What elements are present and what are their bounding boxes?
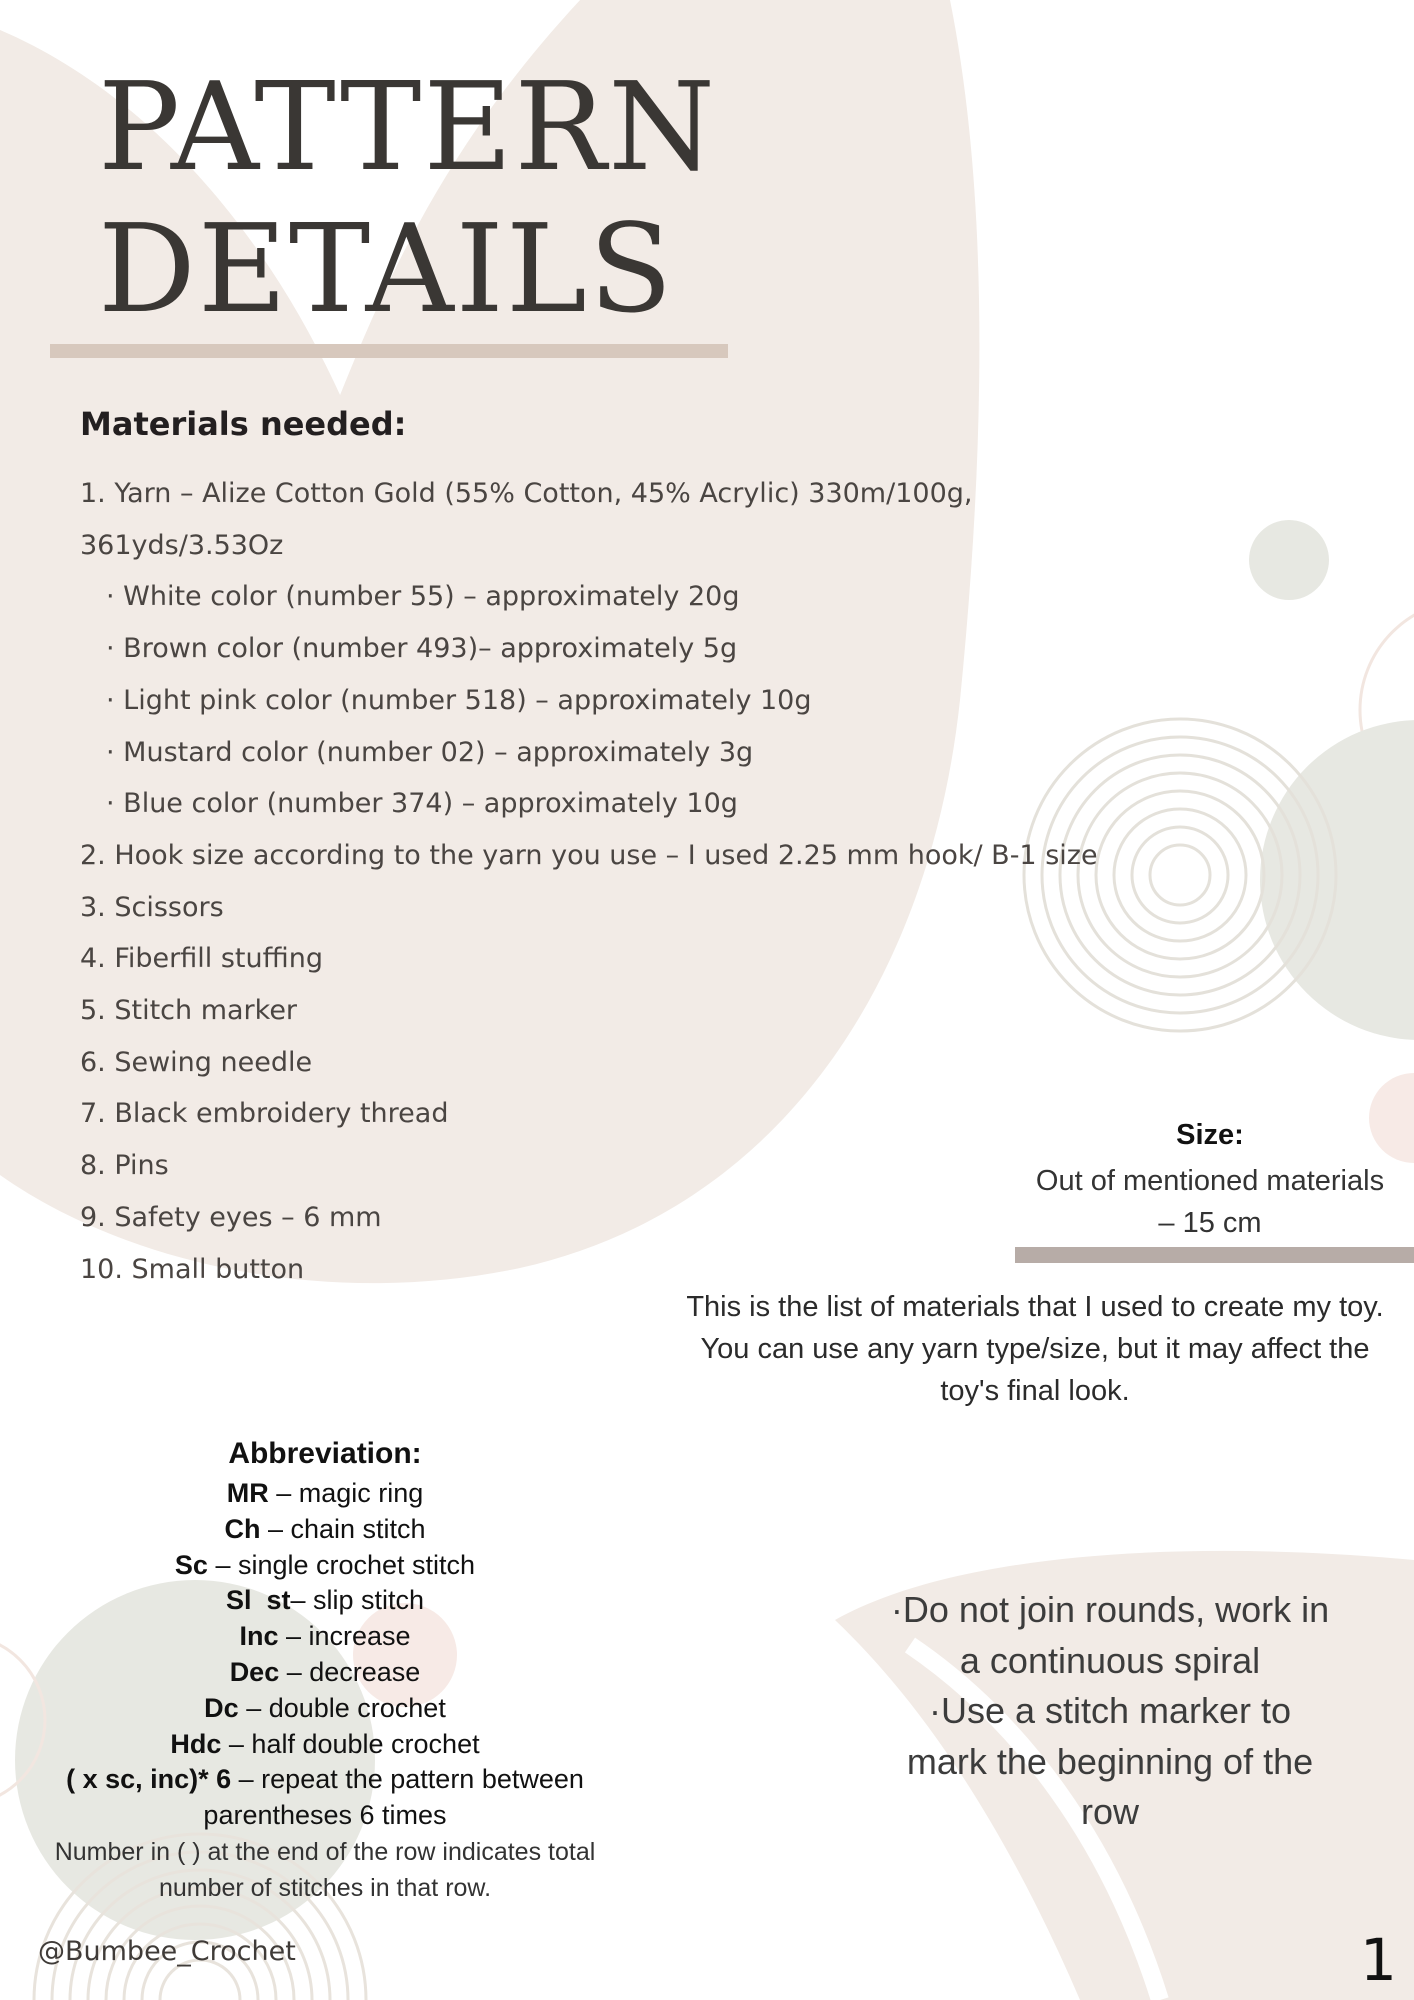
abbreviation-desc: – repeat the pattern between [231, 1764, 584, 1795]
abbreviation-term: Dec [229, 1656, 280, 1687]
abbreviation-term: Sc [174, 1549, 208, 1580]
material-item: 8. Pins [80, 1150, 169, 1182]
abbreviation-item [25, 1512, 625, 1548]
material-item: 4. Fiberfill stuffing [80, 943, 323, 975]
material-item: 6. Sewing needle [80, 1046, 313, 1078]
abbreviation-term: ( x sc, inc)* 6 [66, 1764, 232, 1795]
abbreviation-desc: – decrease [279, 1656, 421, 1687]
size-heading: Size: [1176, 1119, 1244, 1151]
title-underline-bar [50, 344, 728, 358]
materials-note [650, 1286, 1414, 1412]
material-item: 3. Scissors [80, 891, 224, 923]
abbreviation-item [25, 1762, 625, 1798]
size-line-1: Out of mentioned materials [1035, 1165, 1385, 1197]
material-item: 2. Hook size according to the yarn you use – I used 2.25 mm hook/ B-1 size [80, 839, 1098, 871]
abbreviation-desc: – half double crochet [221, 1728, 480, 1759]
abbreviation-term: MR [226, 1478, 269, 1508]
tip-line-3: ·Use a stitch marker to [928, 1690, 1292, 1731]
abbreviation-desc: – chain stitch [260, 1513, 426, 1544]
social-handle: @Bumbee_Crochet [38, 1936, 296, 1967]
abbreviation-term: Ch [224, 1513, 261, 1544]
abbreviation-item [25, 1476, 625, 1512]
note-line-3: toy's final look. [940, 1375, 1130, 1407]
abbreviation-desc: – slip stitch [290, 1585, 425, 1616]
size-divider-bar [1015, 1247, 1414, 1263]
small-sage-dot [1249, 520, 1329, 600]
tip-line-2: a continuous spiral [959, 1639, 1261, 1681]
abbreviation-desc: – single crochet stitch [207, 1549, 476, 1580]
size-section [1000, 1110, 1414, 1244]
abbreviation-note-line-2: number of stitches in that row. [158, 1873, 492, 1902]
material-subitem: · Blue color (number 374) – approximately 10g [106, 788, 738, 820]
abbreviation-term: Hdc [170, 1728, 222, 1759]
page-title [98, 56, 717, 340]
tip-line-5: row [1080, 1791, 1139, 1832]
material-item: 7. Black embroidery thread [80, 1098, 449, 1130]
abbreviation-term: Dc [204, 1692, 239, 1723]
abbreviation-item [25, 1548, 625, 1584]
size-line-2: – 15 cm [1158, 1207, 1262, 1239]
tip-line-4: mark the beginning of the [906, 1740, 1314, 1782]
abbreviation-term: Sl st [225, 1585, 291, 1616]
abbreviation-section [25, 1432, 625, 1906]
materials-heading: Materials needed: [80, 405, 407, 443]
abbreviation-desc: – double crochet [238, 1692, 446, 1723]
material-item: 5. Stitch marker [80, 995, 298, 1027]
material-item: 361yds/3.53Oz [80, 529, 284, 561]
tips-section [860, 1585, 1360, 1838]
material-item: 9. Safety eyes – 6 mm [80, 1201, 382, 1233]
abbreviation-item [25, 1583, 625, 1619]
note-line-2: You can use any yarn type/size, but it may affect the [700, 1333, 1370, 1365]
abbreviation-item [25, 1655, 625, 1691]
note-line-1: This is the list of materials that I used to create my toy. [686, 1291, 1384, 1323]
material-subitem: · White color (number 55) – approximately 20g [106, 581, 740, 613]
abbreviation-list [25, 1476, 625, 1834]
material-item: 1. Yarn – Alize Cotton Gold (55% Cotton, 45% Acrylic) 330m/100g, [80, 478, 973, 509]
title-line-2: DETAILS [98, 198, 675, 340]
material-item: 10. Small button [80, 1253, 305, 1285]
material-subitem: · Brown color (number 493)– approximately 5g [106, 633, 738, 665]
material-subitem: · Light pink color (number 518) – approximately 10g [106, 684, 812, 716]
page-number: 1 [1360, 1926, 1397, 1994]
material-subitem: · Mustard color (number 02) – approximately 3g [106, 736, 754, 768]
tip-line-1: ·Do not join rounds, work in [890, 1589, 1330, 1630]
title-line-1: PATTERN [98, 56, 717, 198]
abbreviation-desc: – magic ring [268, 1478, 424, 1508]
abbreviation-note-line-1: Number in ( ) at the end of the row indicates total [54, 1837, 596, 1866]
abbreviation-item [25, 1619, 625, 1655]
abbreviation-term: Inc [239, 1621, 279, 1652]
abbreviation-heading: Abbreviation: [228, 1437, 422, 1470]
abbreviation-desc: – increase [278, 1621, 411, 1652]
abbreviation-item [25, 1727, 625, 1763]
abbreviation-item [25, 1691, 625, 1727]
abbreviation-item-continued: parentheses 6 times [203, 1800, 447, 1831]
